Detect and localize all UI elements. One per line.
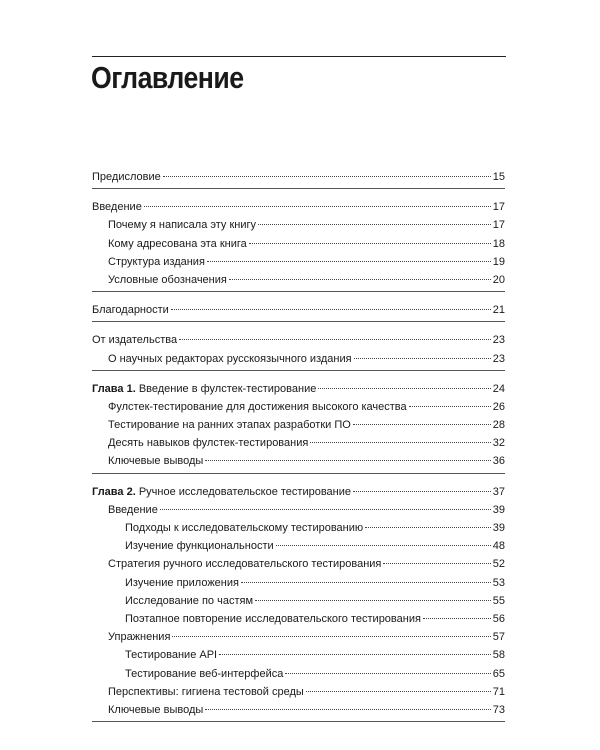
- toc-entry-title: [108, 398, 407, 416]
- toc-entry[interactable]: [92, 380, 505, 398]
- dot-leader: [383, 563, 490, 564]
- dot-leader: [207, 261, 491, 262]
- toc-entry[interactable]: [92, 398, 505, 416]
- dot-leader: [423, 618, 491, 619]
- toc-entry-title: [108, 235, 247, 253]
- toc-entry-title: [125, 646, 217, 664]
- dot-leader: [258, 224, 491, 225]
- chapter-number: Глава 1.: [92, 382, 136, 395]
- dot-leader: [241, 582, 491, 583]
- toc-entry-title: [92, 198, 142, 216]
- dot-leader: [353, 491, 491, 492]
- toc-entry-label: Подходы к исследовательскому тестированию: [125, 522, 364, 534]
- toc-entry[interactable]: [92, 198, 505, 216]
- chapter-number: Глава 2.: [92, 485, 136, 498]
- toc-entry-label: Поэтапное повторение исследовательского тестирования: [125, 612, 421, 625]
- toc-page-number: 71: [492, 685, 505, 698]
- toc-entry-label: Введение: [92, 201, 142, 214]
- toc-entry-title: [125, 592, 253, 610]
- toc-page-number: 23: [492, 352, 505, 365]
- dot-leader: [205, 709, 490, 710]
- dot-leader: [219, 654, 491, 655]
- toc-entry-label: Предисловие: [92, 171, 161, 183]
- toc-entry-label: Почему я написала эту книгу: [108, 219, 257, 232]
- top-rule: [92, 56, 506, 57]
- toc-entry-label: Введение в фулстек-тестирование: [138, 382, 317, 395]
- toc-entry[interactable]: [92, 271, 505, 289]
- toc-entry-label: Тестирование на ранних этапах разработки ПО: [108, 419, 351, 432]
- toc-section: [92, 331, 505, 370]
- toc-page-number: 39: [492, 522, 505, 534]
- toc-entry[interactable]: [92, 434, 505, 452]
- toc-entry-title: [108, 701, 203, 719]
- toc-entry[interactable]: [92, 235, 505, 253]
- toc-entry-title: [125, 537, 274, 555]
- toc-entry-title: [108, 501, 158, 519]
- dot-leader: [179, 339, 491, 340]
- toc-entry-title: [108, 216, 256, 234]
- toc-entry[interactable]: [92, 665, 505, 683]
- toc-section: [92, 380, 505, 474]
- toc-entry-label: Упражнения: [108, 631, 171, 644]
- toc-entry[interactable]: [92, 350, 505, 368]
- dot-leader: [171, 309, 491, 310]
- dot-leader: [365, 527, 491, 528]
- toc-page-number: 39: [492, 503, 505, 516]
- dot-leader: [249, 243, 491, 244]
- toc-page-number: 17: [492, 201, 505, 214]
- toc-page-number: 18: [492, 237, 505, 250]
- toc-entry-label: Перспективы: гигиена тестовой среды: [108, 685, 304, 698]
- toc-entry-title: [108, 555, 381, 573]
- dot-leader: [160, 509, 491, 510]
- toc-entry[interactable]: [92, 574, 505, 592]
- toc-page-number: 55: [492, 594, 505, 607]
- toc-page-number: 65: [492, 667, 505, 680]
- dot-leader: [276, 545, 491, 546]
- toc-entry-label: Кому адресована эта книга: [108, 237, 247, 250]
- toc-entry-title: [108, 350, 352, 368]
- toc-section: [92, 168, 505, 189]
- toc-entry-title: [108, 452, 203, 470]
- toc-entry-title: [108, 434, 308, 452]
- toc-section: [92, 483, 505, 722]
- dot-leader: [229, 279, 491, 280]
- dot-leader: [172, 636, 490, 637]
- toc-page-number: 21: [492, 304, 505, 317]
- dot-leader: [306, 691, 491, 692]
- toc-section: [92, 301, 505, 322]
- toc-page-number: 15: [492, 171, 505, 183]
- toc-page-number: 52: [492, 558, 505, 571]
- toc-entry-label: Десять навыков фулстек-тестирования: [108, 437, 309, 450]
- page-title: Оглавление: [91, 60, 244, 95]
- toc-entry-label: Исследование по частям: [125, 594, 254, 607]
- toc-page-number: 57: [492, 631, 505, 644]
- toc-entry-title: [92, 168, 161, 186]
- toc-entry[interactable]: [92, 628, 505, 646]
- toc-entry-title: [125, 665, 283, 683]
- toc-entry[interactable]: [92, 519, 505, 537]
- toc-entry[interactable]: [92, 253, 505, 271]
- dot-leader: [353, 424, 491, 425]
- toc-entry[interactable]: [92, 416, 505, 434]
- toc-entry-title: [92, 301, 169, 319]
- toc-entry-title: [108, 253, 205, 271]
- toc-entry[interactable]: [92, 701, 505, 719]
- toc-page-number: 23: [492, 334, 505, 347]
- toc-entry[interactable]: [92, 555, 505, 573]
- toc-entry-label: Тестирование API: [125, 649, 218, 662]
- toc-entry-label: Ручное исследовательское тестирование: [138, 485, 352, 498]
- toc-entry-label: Введение: [108, 503, 158, 516]
- toc-entry-title: [108, 271, 227, 289]
- dot-leader: [354, 358, 491, 359]
- toc-entry-title: [125, 610, 421, 628]
- toc-entry[interactable]: [92, 592, 505, 610]
- dot-leader: [409, 406, 491, 407]
- dot-leader: [144, 206, 491, 207]
- toc-page-number: 48: [492, 540, 505, 553]
- toc-entry[interactable]: [92, 683, 505, 701]
- dot-leader: [285, 673, 490, 674]
- toc-entry-label: Стратегия ручного исследовательского тестирования: [108, 558, 382, 571]
- toc-entry[interactable]: [92, 301, 505, 319]
- toc-entry[interactable]: [92, 646, 505, 664]
- dot-leader: [310, 442, 490, 443]
- toc-entry-title: [108, 416, 351, 434]
- toc-entry-label: Изучение приложения: [125, 576, 239, 589]
- toc-section: [92, 198, 505, 292]
- toc-entry-title: [92, 380, 316, 398]
- toc-page-number: 37: [492, 485, 505, 498]
- toc-entry-title: [108, 683, 304, 701]
- toc-entry[interactable]: [92, 537, 505, 555]
- toc-entry-label: Благодарности: [92, 304, 169, 317]
- toc-entry-label: Изучение функциональности: [125, 540, 274, 553]
- toc-page-number: 53: [492, 576, 505, 589]
- toc-entry-label: Структура издания: [108, 255, 205, 268]
- toc-entry-title: [125, 519, 363, 537]
- toc-page-number: 73: [492, 703, 505, 716]
- dot-leader: [205, 460, 490, 461]
- dot-leader: [255, 600, 491, 601]
- toc-entry-title: [125, 574, 239, 592]
- toc-entry[interactable]: [92, 216, 505, 234]
- toc-entry-label: От издательства: [92, 334, 178, 347]
- toc-entry-label: Тестирование веб-интерфейса: [125, 667, 284, 680]
- toc-page-number: 32: [492, 437, 505, 450]
- table-of-contents: [92, 168, 505, 731]
- toc-page-number: 28: [492, 419, 505, 432]
- dot-leader: [163, 176, 491, 177]
- toc-entry[interactable]: [92, 501, 505, 519]
- toc-entry-label: О научных редакторах русскоязычного издания: [108, 352, 352, 365]
- toc-entry-label: Условные обозначения: [108, 273, 227, 286]
- toc-page-number: 17: [492, 219, 505, 232]
- toc-entry-title: [108, 628, 170, 646]
- toc-page-number: 58: [492, 649, 505, 662]
- toc-entry[interactable]: [92, 483, 505, 501]
- toc-entry-label: Ключевые выводы: [108, 455, 204, 468]
- toc-entry-label: Фулстек-тестирование для достижения высокого качества: [108, 400, 407, 413]
- toc-page-number: 26: [492, 400, 505, 413]
- toc-page-number: 24: [492, 382, 505, 395]
- toc-entry[interactable]: [92, 610, 505, 628]
- toc-entry-title: [92, 483, 351, 501]
- dot-leader: [318, 388, 490, 389]
- toc-entry-title: [92, 331, 177, 349]
- toc-entry[interactable]: [92, 331, 505, 349]
- toc-entry-label: Ключевые выводы: [108, 703, 204, 716]
- toc-page-number: 20: [492, 273, 505, 286]
- toc-entry[interactable]: [92, 452, 505, 470]
- toc-page-number: 56: [492, 612, 505, 625]
- toc-page-number: 36: [492, 455, 505, 468]
- toc-entry[interactable]: [92, 168, 505, 186]
- toc-page-number: 19: [492, 255, 505, 268]
